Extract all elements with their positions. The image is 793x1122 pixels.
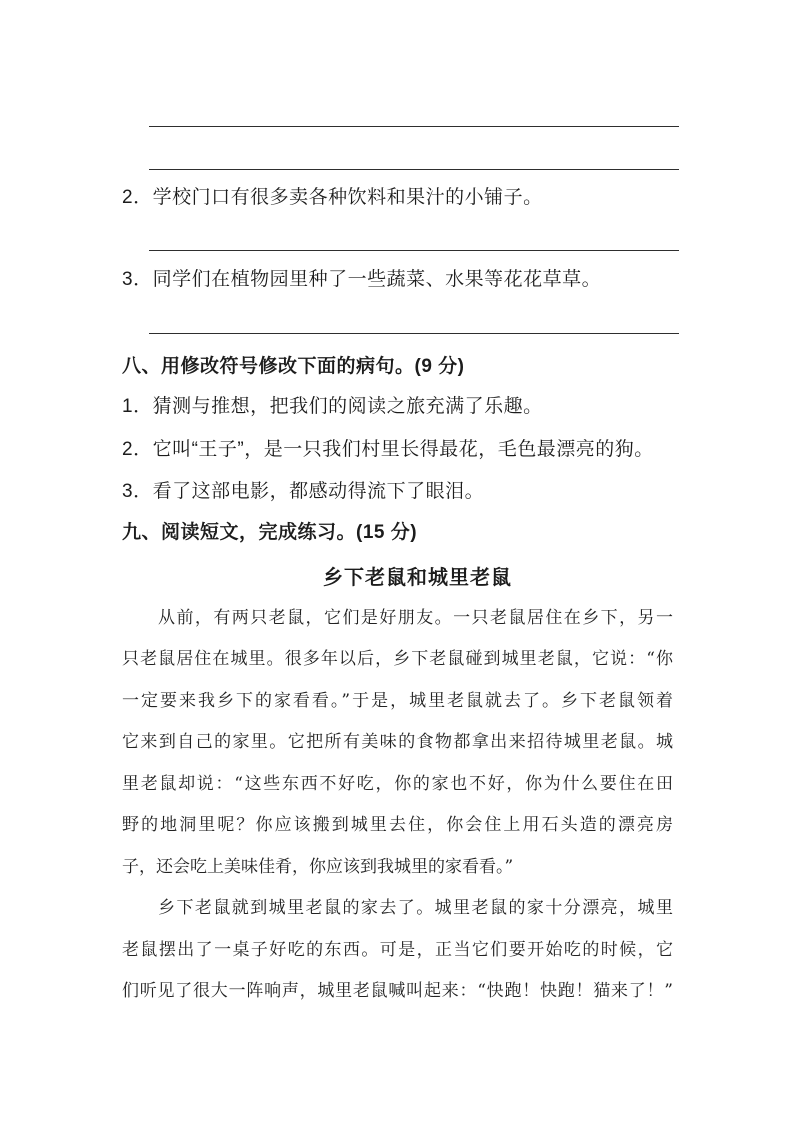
story-line: 里老鼠却说：“这些东西不好吃，你的家也不好，你为什么要住在田 <box>122 774 673 794</box>
section-eight-heading: 八、用修改符号修改下面的病句。(9 分) <box>122 356 465 377</box>
question-item: 2．它叫“王子”，是一只我们村里长得最花，毛色最漂亮的狗。 <box>122 439 654 460</box>
story-line: 它来到自己的家里。它把所有美味的食物都拿出来招待城里老鼠。城 <box>122 732 673 752</box>
question-item: 3．同学们在植物园里种了一些蔬菜、水果等花花草草。 <box>122 269 602 290</box>
question-item: 3．看了这部电影，都感动得流下了眼泪。 <box>122 481 485 502</box>
question-item: 2．学校门口有很多卖各种饮料和果汁的小铺子。 <box>122 187 543 208</box>
story-line: 乡下老鼠就到城里老鼠的家去了。城里老鼠的家十分漂亮，城里 <box>158 898 673 918</box>
story-line: 一定要来我乡下的家看看。”于是，城里老鼠就去了。乡下老鼠领着 <box>122 691 673 711</box>
story-line: 们听见了很大一阵响声，城里老鼠喊叫起来：“快跑！快跑！猫来了！” <box>122 981 673 1001</box>
story-line: 老鼠摆出了一桌子好吃的东西。可是，正当它们要开始吃的时候，它 <box>122 940 673 960</box>
answer-line <box>149 169 679 170</box>
story-line: 子，还会吃上美味佳肴，你应该到我城里的家看看。” <box>122 857 514 877</box>
story-line: 从前，有两只老鼠，它们是好朋友。一只老鼠居住在乡下，另一 <box>158 608 673 628</box>
story-line: 野的地洞里呢？你应该搬到城里去住，你会住上用石头造的漂亮房 <box>122 815 673 835</box>
story-title: 乡下老鼠和城里老鼠 <box>323 567 512 589</box>
section-nine-heading: 九、阅读短文，完成练习。(15 分) <box>122 522 418 543</box>
question-item: 1．猜测与推想，把我们的阅读之旅充满了乐趣。 <box>122 396 543 417</box>
answer-line <box>149 250 679 251</box>
story-line: 只老鼠居住在城里。很多年以后，乡下老鼠碰到城里老鼠，它说：“你 <box>122 649 673 669</box>
answer-line <box>149 126 679 127</box>
answer-line <box>149 333 679 334</box>
